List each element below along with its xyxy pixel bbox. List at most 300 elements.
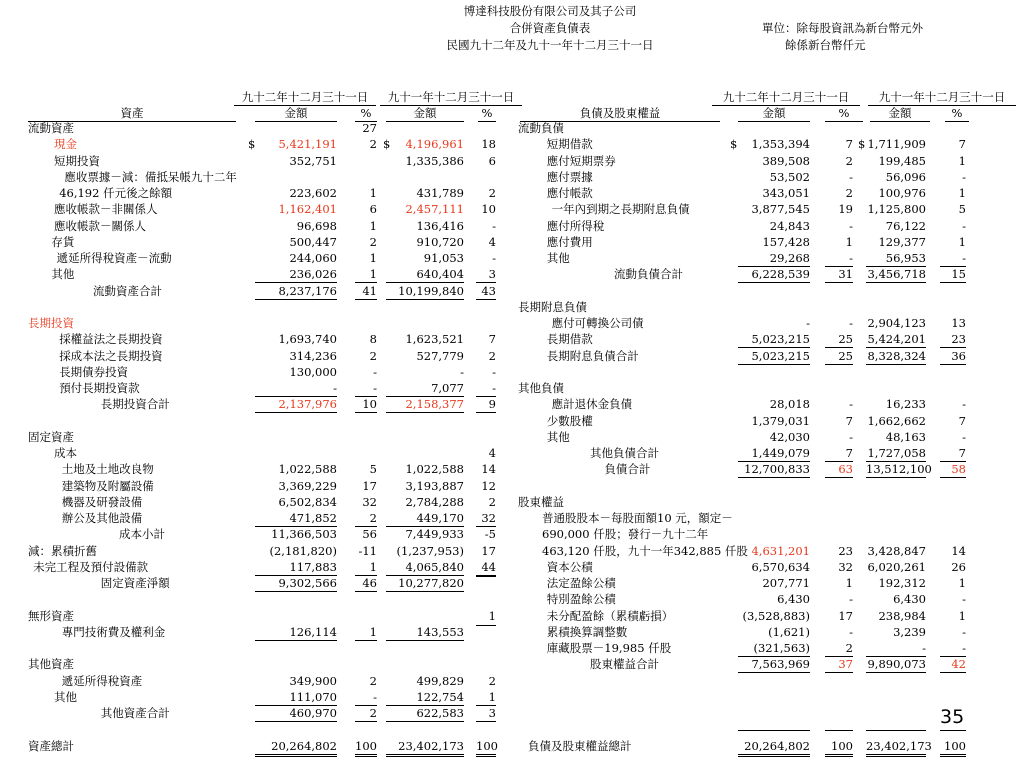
liab-eq-row-label: 累積換算調整數 (546, 624, 628, 639)
liab-eq-row-label: 應付短期票券 (546, 153, 616, 168)
liab-eq-amount-91: 56,096 (885, 169, 926, 184)
liab-eq-row-label: 流動負債合計 (614, 267, 683, 282)
liab-eq-row-label: 其他負債合計 (590, 446, 659, 460)
asset-amount-92: 1,022,588 (278, 462, 337, 477)
asset-row-label: 採權益法之長期投資 (59, 332, 163, 347)
liab-eq-amount-91: - (866, 641, 926, 657)
asset-row-label: 減：累積折舊 (28, 543, 97, 558)
liab-eq-amount-91: 56,953 (866, 251, 926, 267)
asset-pct-91: 14 (481, 462, 496, 477)
rule-right-amount92 (738, 716, 810, 731)
asset-amount-91: - (460, 364, 464, 379)
left-header-amount92: 金額 (255, 106, 337, 122)
currency-sign: $ (730, 137, 738, 152)
asset-row-label: 採成本法之長期投資 (59, 348, 163, 363)
asset-amount-92: 111,070 (255, 690, 337, 706)
liab-eq-amount-91: 199,485 (878, 153, 926, 168)
asset-amount-91: (1,237,953) (396, 543, 464, 558)
asset-amount-91: 1,022,588 (405, 462, 464, 477)
liab-eq-amount-91: 16,233 (885, 397, 926, 412)
liab-eq-pct-92: - (849, 169, 853, 184)
liab-eq-row-label: 資本公積 (546, 559, 593, 574)
asset-row-label: 應收帳款－非關係人 (54, 202, 158, 217)
asset-amount-92: 314,236 (289, 348, 337, 363)
liab-eq-pct-91: 1 (958, 234, 966, 249)
liab-eq-pct-92: - (849, 218, 853, 233)
liab-eq-pct-91: 26 (951, 559, 966, 574)
liab-eq-total-pct91: 100 (940, 739, 966, 757)
asset-amount-91: 4,196,961 (405, 137, 464, 152)
unit-note-line1: 單位：除每股資訊為新台幣元外 (762, 21, 923, 35)
asset-pct-92: 2 (355, 706, 377, 722)
asset-pct-91: - (492, 364, 496, 379)
asset-row-label: 46,192 仟元後之餘額 (59, 186, 173, 200)
liab-eq-row-label: 應付可轉換公司債 (551, 316, 644, 330)
asset-pct-92: - (355, 381, 377, 397)
asset-amount-91: 143,553 (386, 625, 464, 641)
liab-eq-amount-92: 6,228,539 (738, 267, 810, 283)
asset-pct-91: 17 (481, 543, 496, 558)
liab-eq-row-label: 負債合計 (604, 462, 651, 477)
assets-total-label: 資產總計 (28, 739, 74, 753)
asset-row-label: 其他資產合計 (100, 706, 170, 720)
liab-eq-amount-91: 129,377 (878, 234, 926, 249)
liab-eq-total-amount92: 20,264,802 (738, 739, 810, 757)
liab-eq-pct-91: 7 (958, 137, 966, 152)
asset-pct-92: 2 (369, 137, 377, 152)
asset-pct-92: 1 (369, 251, 377, 265)
liab-eq-pct-92: 37 (825, 657, 853, 673)
liab-eq-row-label: 長期附息負債合計 (546, 348, 639, 363)
asset-amount-91: 1,623,521 (405, 332, 464, 347)
asset-pct-92: 1 (355, 625, 377, 641)
currency-sign: $ (858, 137, 866, 152)
asset-amount-91: 622,583 (386, 706, 464, 722)
asset-row-label: 其他資產 (28, 657, 74, 672)
asset-pct-91: 3 (476, 267, 496, 283)
asset-amount-91: 10,199,840 (386, 284, 464, 300)
asset-pct-91: 9 (476, 397, 496, 413)
liab-eq-pct-92: - (849, 429, 853, 444)
liab-eq-pct-91: - (940, 251, 966, 267)
left-header-pct92: % (355, 106, 377, 122)
liab-eq-row-label: 普通股股本－每股面額10 元，額定－ (542, 511, 733, 525)
asset-pct-92: 2 (355, 511, 377, 527)
asset-amount-92: 5,421,191 (278, 137, 337, 152)
asset-amount-92: 2,137,976 (255, 397, 337, 413)
asset-amount-91: 3,193,887 (405, 478, 464, 493)
asset-amount-92: 117,883 (255, 560, 337, 576)
liab-eq-amount-92: 3,877,545 (751, 202, 810, 217)
left-header-assets: 資產 (28, 106, 236, 122)
right-header-amount92: 金額 (738, 106, 810, 122)
asset-pct-91: - (492, 251, 496, 265)
liab-eq-pct-92: 23 (838, 543, 853, 558)
liab-eq-pct-91: - (962, 397, 966, 412)
rule-right-amount91 (866, 716, 926, 731)
asset-amount-92: (2,181,820) (269, 543, 337, 558)
asset-pct-92: 8 (369, 332, 377, 347)
liab-eq-row-label: 其他 (546, 429, 570, 444)
asset-pct-92: 2 (369, 348, 377, 363)
liab-eq-pct-91: - (962, 218, 966, 233)
liab-eq-amount-91: 238,984 (878, 608, 926, 623)
asset-pct-91: 32 (476, 511, 496, 527)
liab-eq-row-label: 法定盈餘公積 (546, 576, 616, 590)
liab-eq-amount-92: 12,700,833 (738, 462, 810, 478)
asset-amount-91: 2,784,288 (405, 494, 464, 509)
liab-eq-row-label: 長期附息負債 (518, 299, 587, 314)
liab-eq-pct-91: 36 (940, 349, 966, 365)
asset-pct-92: - (373, 364, 377, 379)
asset-amount-91: 431,789 (416, 186, 464, 200)
liab-eq-pct-92: - (849, 624, 853, 639)
liab-eq-amount-92: 6,430 (777, 592, 810, 607)
asset-pct-91: 10 (481, 202, 496, 217)
liab-eq-amount-91: 76,122 (885, 218, 926, 233)
right-header-pct91: % (945, 106, 969, 122)
asset-pct-91: 2 (488, 348, 496, 363)
liab-eq-pct-91: 7 (958, 413, 966, 428)
asset-pct-92: 2 (369, 234, 377, 249)
liab-eq-amount-91: 13,512,100 (866, 462, 932, 477)
asset-amount-91: 2,457,111 (405, 202, 464, 217)
left-header-year92: 九十二年十二月三十一日 (234, 90, 376, 106)
liab-eq-amount-92: 207,771 (762, 576, 810, 590)
liab-eq-amount-91: 3,428,847 (867, 543, 926, 558)
right-header-amount91: 金額 (870, 106, 930, 122)
liab-eq-row-label: 690,000 仟股；發行－九十二年 (542, 527, 709, 542)
asset-row-label: 長期債券投資 (59, 364, 129, 379)
asset-amount-92: 223,602 (289, 186, 337, 200)
liab-eq-pct-92: 19 (838, 202, 853, 217)
asset-pct-92: 17 (362, 478, 377, 493)
liab-eq-amount-92: 7,563,969 (738, 657, 810, 673)
liab-eq-row-label: 流動負債 (518, 121, 564, 135)
asset-pct-91: 1 (476, 690, 496, 706)
asset-row-label: 其他 (54, 689, 77, 704)
liab-eq-row-label: 一年內到期之長期附息負債 (551, 202, 690, 217)
asset-row-label: 其他 (51, 267, 75, 282)
asset-amount-92: 352,751 (289, 153, 337, 168)
asset-amount-92: 11,366,503 (271, 527, 337, 542)
asset-amount-91: 4,065,840 (386, 560, 464, 576)
asset-pct-91: 2 (488, 494, 496, 509)
asset-row-label: 土地及土地改良物 (61, 462, 154, 477)
asset-amount-91: 449,170 (386, 511, 464, 527)
currency-sign: $ (248, 137, 256, 152)
liab-eq-amount-91: 5,424,201 (867, 332, 926, 347)
liab-eq-pct-92: 25 (825, 332, 853, 348)
liab-eq-pct-91: 58 (940, 462, 966, 478)
liab-eq-pct-92: 17 (838, 608, 853, 623)
liab-eq-pct-92: 1 (845, 234, 853, 249)
asset-amount-92: 6,502,834 (278, 494, 337, 509)
liab-eq-row-label: 未分配盈餘（累積虧損） (546, 608, 674, 623)
liab-eq-total-amount91: 23,402,173 (866, 739, 926, 757)
asset-pct-91: 2 (488, 186, 496, 200)
asset-amount-92: 500,447 (289, 234, 337, 249)
liab-eq-amount-92: 343,051 (762, 186, 810, 200)
liab-eq-amount-92: (3,528,883) (742, 608, 810, 623)
asset-amount-92: 236,026 (255, 267, 337, 283)
liab-eq-amount-91: 1,662,662 (867, 413, 926, 428)
left-header-pct91: % (478, 106, 496, 122)
asset-amount-92: 244,060 (289, 251, 337, 265)
asset-pct-92: 1 (355, 267, 377, 283)
liab-eq-amount-91: 2,904,123 (867, 316, 926, 330)
liab-eq-total-label: 負債及股東權益總計 (528, 739, 632, 753)
statement-title: 合併資產負債表 (509, 21, 591, 35)
asset-pct-92: 46 (355, 576, 377, 592)
liab-eq-amount-91: 6,430 (893, 592, 926, 607)
asset-amount-92: 8,237,176 (255, 284, 337, 300)
asset-pct-91 (476, 625, 496, 626)
liab-eq-amount-92: - (806, 316, 810, 330)
asset-row-label: 專門技術費及權利金 (61, 624, 166, 639)
liab-eq-row-label: 應計退休金負債 (551, 397, 633, 412)
asset-pct-91: 12 (481, 478, 496, 493)
liab-eq-amount-92: 157,428 (762, 234, 810, 249)
liab-eq-pct-92: - (849, 592, 853, 607)
unit-note-line2: 餘係新台幣仟元 (785, 38, 866, 52)
liab-eq-amount-92: 4,631,201 (751, 543, 810, 558)
asset-pct-92: 10 (355, 397, 377, 413)
asset-row-label: 無形資產 (28, 608, 74, 623)
liab-eq-pct-91: 1 (958, 608, 966, 623)
right-header-year91: 九十一年十二月三十一日 (868, 90, 1016, 106)
asset-amount-91: 122,754 (386, 690, 464, 706)
asset-pct-91: - (492, 218, 496, 233)
liab-eq-pct-91: 1 (958, 576, 966, 590)
asset-row-label: 現金 (54, 137, 77, 152)
company-name: 博達科技股份有限公司及其子公司 (463, 4, 637, 18)
asset-amount-92: 349,900 (289, 673, 337, 688)
asset-amount-91: 2,158,377 (386, 397, 464, 413)
asset-pct-91: 18 (481, 137, 496, 152)
liab-eq-amount-91: 3,239 (893, 624, 926, 639)
liab-eq-pct-91: - (962, 592, 966, 607)
liab-eq-pct-92: 31 (825, 267, 853, 283)
asset-amount-91: 1,335,386 (405, 153, 464, 168)
asset-amount-92: 1,693,740 (278, 332, 337, 347)
liab-eq-amount-91: 192,312 (878, 576, 926, 590)
asset-row-label: 應收帳款－關係人 (54, 218, 146, 233)
asset-pct-92: - (355, 690, 377, 706)
right-header-liab-eq: 負債及股東權益 (520, 106, 720, 122)
asset-row-label: 預付長期投資款 (59, 381, 140, 395)
liab-eq-row-label: 應付帳款 (546, 186, 593, 200)
asset-amount-91: 910,720 (416, 234, 464, 249)
asset-pct-92: 27 (362, 121, 377, 135)
liab-eq-amount-91: 1,727,058 (867, 446, 926, 460)
asset-row-label: 遞延所得稅資產－流動 (56, 251, 172, 265)
liab-eq-pct-91: 14 (951, 543, 966, 558)
liab-eq-amount-91: 48,163 (885, 429, 926, 444)
asset-amount-91: 7,077 (386, 381, 464, 397)
asset-amount-92: 130,000 (289, 364, 337, 379)
asset-pct-92: 1 (369, 218, 377, 233)
liab-eq-amount-91: 1,125,800 (867, 202, 926, 217)
liab-eq-amount-92: (1,621) (768, 624, 810, 639)
asset-row-label: 長期投資 (28, 316, 74, 330)
liab-eq-pct-92: 7 (845, 413, 853, 428)
asset-pct-92: 56 (362, 527, 377, 542)
liab-eq-pct-91: 13 (951, 316, 966, 330)
right-header-year92: 九十二年十二月三十一日 (712, 90, 860, 106)
asset-amount-91: 91,053 (423, 251, 464, 265)
asset-pct-91: 4 (488, 234, 496, 249)
liab-eq-pct-92: 7 (845, 137, 853, 152)
asset-amount-92: 471,852 (255, 511, 337, 527)
liab-eq-pct-91: 1 (958, 153, 966, 168)
asset-pct-92: 32 (362, 494, 377, 509)
liab-eq-amount-91: 8,328,324 (867, 348, 926, 363)
asset-row-label: 固定資產淨額 (100, 576, 170, 590)
asset-amount-92: 126,114 (255, 625, 337, 641)
rule-right-pct92 (825, 716, 853, 731)
liab-eq-pct-91: 1 (958, 186, 966, 200)
asset-row-label: 成本小計 (119, 527, 165, 542)
liab-eq-amount-91: 100,976 (878, 186, 926, 200)
page-number: 35 (940, 706, 965, 728)
asset-row-label: 遞延所得稅資產 (61, 673, 143, 688)
liab-eq-amount-92: 1,379,031 (751, 413, 810, 428)
liab-eq-row-label: 股東權益合計 (590, 657, 659, 672)
liab-eq-amount-92: (321,563) (738, 641, 810, 657)
asset-row-label: 成本 (54, 446, 77, 460)
liab-eq-row-label: 少數股權 (546, 413, 593, 428)
asset-amount-91: 527,779 (416, 348, 464, 363)
asset-pct-92: 1 (355, 560, 377, 576)
assets-total-amount92: 20,264,802 (255, 739, 337, 757)
asset-amount-92: - (255, 381, 337, 397)
liab-eq-amount-91: 6,020,261 (867, 559, 926, 574)
liab-eq-pct-91: 7 (940, 446, 966, 462)
liab-eq-amount-92: 53,502 (769, 169, 810, 184)
asset-amount-91: 7,449,933 (405, 527, 464, 542)
liab-eq-pct-92: 2 (825, 641, 853, 657)
liab-eq-amount-92: 24,843 (769, 218, 810, 233)
asset-pct-92: -11 (358, 543, 377, 558)
liab-eq-amount-91: 1,711,909 (867, 137, 926, 152)
liab-eq-pct-92: - (825, 251, 853, 267)
asset-pct-91: 6 (488, 153, 496, 168)
liab-eq-row-label: 463,120 仟股，九十一年342,885 仟股 (542, 543, 748, 558)
liab-eq-amount-92: 5,023,215 (738, 349, 810, 365)
liab-eq-row-label: 庫藏股票－19,985 仟股 (546, 641, 672, 655)
liab-eq-pct-91: 5 (958, 202, 966, 217)
asset-pct-91: 1 (488, 608, 496, 623)
asset-row-label: 短期投資 (54, 153, 100, 168)
asset-amount-91: 640,404 (386, 267, 464, 283)
asset-amount-91: 499,829 (416, 673, 464, 688)
liab-eq-pct-92: 63 (825, 462, 853, 478)
asset-row-label: 建築物及附屬設備 (61, 478, 154, 493)
asset-pct-92: 5 (369, 462, 377, 477)
liab-eq-row-label: 應付所得稅 (546, 218, 605, 233)
assets-total-pct92: 100 (355, 739, 377, 757)
liab-eq-row-label: 股東權益 (518, 494, 564, 509)
liab-eq-amount-92: 389,508 (762, 153, 810, 168)
liab-eq-pct-92: 32 (838, 559, 853, 574)
liab-eq-pct-92: 2 (845, 186, 853, 200)
statement-date: 民國九十二年及九十一年十二月三十一日 (446, 38, 654, 52)
liab-eq-amount-92: 5,023,215 (738, 332, 810, 348)
liab-eq-amount-92: 1,353,394 (751, 137, 810, 152)
liab-eq-row-label: 長期借款 (546, 332, 593, 347)
asset-amount-92: 1,162,401 (278, 202, 337, 217)
asset-amount-92: 96,698 (296, 218, 337, 233)
liab-eq-pct-92: - (849, 397, 853, 412)
asset-amount-92: 460,970 (255, 706, 337, 722)
asset-amount-92: 3,369,229 (278, 478, 337, 493)
asset-row-label: 固定資產 (28, 429, 74, 444)
liab-eq-pct-91: - (940, 641, 966, 657)
liab-eq-row-label: 其他負債 (518, 381, 564, 395)
liab-eq-pct-91: - (962, 169, 966, 184)
liab-eq-row-label: 應付費用 (546, 234, 593, 249)
liab-eq-pct-92: 25 (825, 349, 853, 365)
liab-eq-amount-92: 29,268 (738, 251, 810, 267)
liab-eq-pct-92: 7 (825, 446, 853, 462)
liab-eq-pct-91: - (962, 624, 966, 639)
asset-pct-91: - (476, 381, 496, 397)
asset-row-label: 流動資產合計 (93, 283, 162, 298)
liab-eq-amount-92: 6,570,634 (751, 559, 810, 574)
asset-row-label: 流動資產 (28, 121, 74, 135)
liab-eq-pct-92: - (849, 316, 853, 330)
asset-pct-91 (476, 576, 496, 577)
asset-pct-91: 4 (488, 446, 496, 460)
liab-eq-pct-91: 42 (940, 657, 966, 673)
asset-pct-92: 6 (369, 202, 377, 217)
liab-eq-amount-91: 3,456,718 (867, 267, 926, 282)
asset-row-label: 存貨 (51, 234, 75, 249)
left-header-amount91: 金額 (386, 106, 464, 122)
asset-pct-91: 43 (476, 284, 496, 300)
asset-row-label: 辦公及其他設備 (61, 511, 143, 525)
currency-sign: $ (383, 137, 391, 152)
liab-eq-amount-92: 28,018 (769, 397, 810, 412)
asset-row-label: 機器及研發設備 (61, 494, 143, 509)
asset-pct-91: -5 (484, 527, 496, 542)
asset-pct-91: 3 (476, 706, 496, 722)
assets-total-amount91: 23,402,173 (386, 739, 464, 757)
liab-eq-row-label: 其他 (546, 251, 570, 265)
assets-total-pct91: 100 (476, 739, 496, 757)
right-header-pct92: % (825, 106, 863, 122)
liab-eq-amount-92: 1,449,079 (738, 446, 810, 462)
liab-eq-pct-92: 2 (845, 153, 853, 168)
asset-amount-91: 136,416 (416, 218, 464, 233)
asset-row-label: 長期投資合計 (100, 397, 170, 412)
liab-eq-pct-92: 1 (845, 576, 853, 590)
left-header-year91: 九十一年十二月三十一日 (380, 90, 522, 106)
asset-pct-92: 41 (355, 284, 377, 300)
asset-pct-91: 7 (488, 332, 496, 347)
liab-eq-amount-92: 42,030 (769, 429, 810, 444)
asset-row-label: 未完工程及預付設備款 (33, 559, 149, 574)
asset-pct-92: 2 (369, 673, 377, 688)
liab-eq-row-label: 特別盈餘公積 (546, 592, 616, 607)
asset-pct-91: 44 (476, 560, 496, 576)
liab-eq-amount-91: 9,890,073 (867, 657, 926, 672)
liab-eq-total-pct92: 100 (825, 739, 853, 757)
liab-eq-pct-91: - (962, 429, 966, 444)
asset-pct-91: 2 (488, 673, 496, 688)
liab-eq-row-label: 短期借款 (546, 137, 593, 152)
